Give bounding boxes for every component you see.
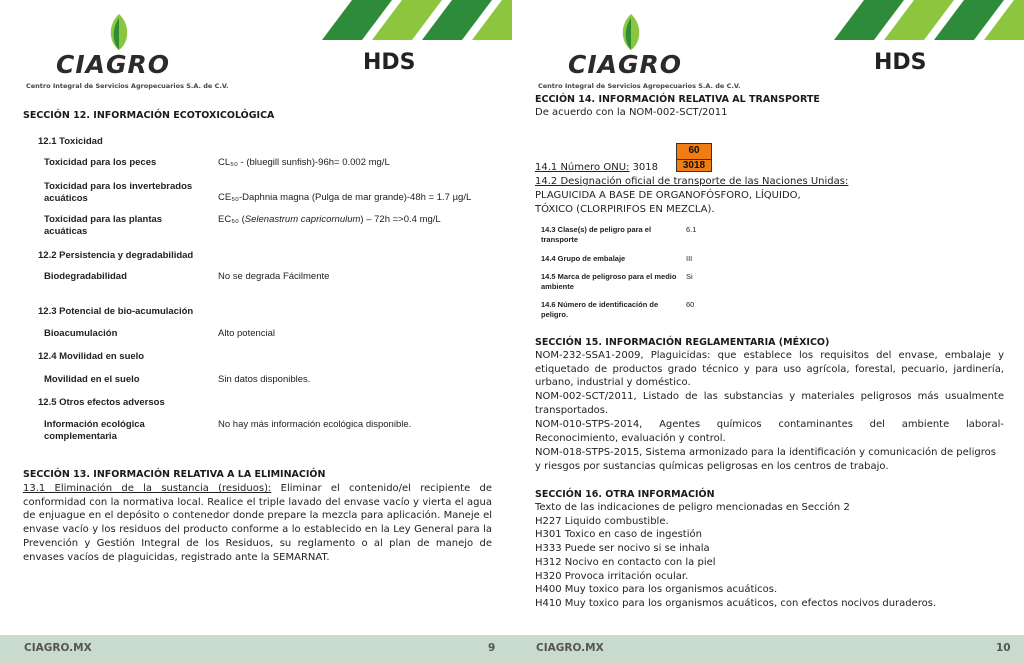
company-name: Centro Integral de Servicios Agropecuarios S.A. de C.V. [26, 82, 229, 90]
regulation-nom-010: NOM-010-STPS-2014, Agentes químicos contaminantes del ambiente laboral-Reconocimiento, evaluación y control. [535, 419, 1004, 444]
environment-mark-label: 14.5 Marca de peligroso para el medio ambiente [541, 272, 677, 291]
hazard-class-value: 6.1 [686, 225, 697, 234]
subsection-12-5: 12.5 Otros efectos adversos [38, 397, 165, 408]
footer [512, 635, 1024, 663]
section-16-title: SECCIÓN 16. OTRA INFORMACIÓN [535, 489, 715, 500]
hazard-id-value: 60 [686, 300, 695, 309]
subsection-12-1: 12.1 Toxicidad [38, 136, 103, 147]
subsection-12-2: 12.2 Persistencia y degradabilidad [38, 250, 194, 261]
disposal-paragraph: 13.1 Eliminación de la sustancia (residuos): Eliminar el contenido/el recipiente de conformidad con la normativa local. Realice el triple lavado del envase vacío y vierta el agua de enjuague en el depósito o contenedor donde prepare la mezcla para aplicación. Maneje el envase vacío y los residuos del producto conforme a lo establecido en la Ley General para la Prevención y Gestión Integral de los Residuos, su reglamento o al plan de manejo de envases vacíos de plaguicidas, registrado ante la SEMARNAT. [23, 483, 492, 563]
other-info-list [535, 501, 1004, 611]
leaf-icon [618, 12, 644, 52]
footer [0, 635, 512, 663]
environment-mark-value: Si [686, 272, 693, 281]
packing-group-value: III [686, 254, 693, 263]
soil-mobility-value: Sin datos disponibles. [218, 374, 311, 385]
ciagro-logo [538, 12, 741, 90]
fish-toxicity-label: Toxicidad para los peces [44, 157, 157, 168]
list-item: H410 Muy toxico para los organismos acuáticos, con efectos nocivos duraderos. [535, 597, 937, 609]
page-number: 9 [488, 642, 496, 654]
regulation-nom-232: NOM-232-SSA1-2009, Plaguicidas: que establece los requisitos del envase, embalaje y etiquetado de productos grado técnico y para uso agrícola, forestal, pecuario, jardinería, urbano, industrial y doméstico. [535, 350, 1004, 389]
ecological-info-label: Información ecológica complementaria [44, 419, 145, 442]
list-item: H312 Nocivo en contacto con la piel [535, 556, 716, 568]
list-item: H301 Toxico en caso de ingestión [535, 529, 702, 541]
list-item: H400 Muy toxico para los organismos acuáticos. [535, 584, 778, 596]
subsection-12-3: 12.3 Potencial de bio-acumulación [38, 306, 194, 317]
plant-toxicity-label: Toxicidad para las plantas acuáticas [44, 214, 163, 237]
bioaccumulation-value: Alto potencial [218, 328, 276, 339]
un-designation-label: 14.2 Designación oficial de transporte de las Naciones Unidas: [535, 176, 849, 187]
section-14-subtitle: De acuerdo con la NOM-002-SCT/2011 [535, 107, 728, 118]
brand-name: CIAGRO [56, 50, 171, 79]
list-item: H333 Puede ser nocivo si se inhala [535, 543, 710, 555]
footer-site: CIAGRO.MX [24, 642, 92, 654]
biodegradability-label: Biodegradabilidad [44, 271, 127, 282]
section-14-title: ECCIÓN 14. INFORMACIÓN RELATIVA AL TRANSPORTE [535, 94, 820, 105]
section-13-title: SECCIÓN 13. INFORMACIÓN RELATIVA A LA ELIMINACIÓN [23, 469, 326, 480]
hazard-id-label: 14.6 Número de identificación de peligro. [541, 300, 659, 319]
ecological-info-value: No hay más información ecológica disponible. [218, 419, 412, 430]
bioaccumulation-label: Bioacumulación [44, 328, 118, 339]
regulation-nom-002: NOM-002-SCT/2011, Listado de las substancias y materiales peligrosos más usualmente transportados. [535, 391, 1004, 416]
list-item: H320 Provoca irritación ocular. [535, 570, 689, 582]
placard-hazard-number: 60 [688, 145, 700, 156]
invertebrate-toxicity-value: CE₅₀-Daphnia magna (Pulga de mar grande)-48h = 1.7 µg/L [218, 192, 472, 203]
un-designation-text: PLAGUICIDA A BASE DE ORGANOFÓSFORO, LÍQUIDO, TÓXICO (CLORPIRIFOS EN MEZCLA). [535, 190, 801, 215]
invertebrate-toxicity-label: Toxicidad para los invertebrados acuáticos [44, 181, 193, 204]
page-10 [512, 0, 1024, 663]
plant-toxicity-value: EC₅₀ (Selenastrum capricornulum) – 72h =>0.4 mg/L [218, 214, 441, 225]
regulation-nom-018: NOM-018-STPS-2015, Sistema armonizado para la identificación y comunicación de peligros y riesgos por sustancias químicas peligrosas en los centros de trabajo. [535, 447, 996, 472]
hazard-class-label: 14.3 Clase(s) de peligro para el transporte [541, 225, 652, 244]
page-number: 10 [996, 642, 1011, 654]
brand-name: CIAGRO [568, 50, 683, 79]
company-name: Centro Integral de Servicios Agropecuarios S.A. de C.V. [538, 82, 741, 90]
doc-type-label: HDS [874, 50, 927, 75]
doc-type-label: HDS [363, 50, 416, 75]
green-stripes-decoration [809, 0, 1024, 40]
section-12-title: SECCIÓN 12. INFORMACIÓN ECOTOXICOLÓGICA [23, 110, 275, 121]
ciagro-logo [26, 12, 229, 90]
hazard-placard [676, 143, 712, 172]
green-stripes-decoration [297, 0, 512, 40]
placard-un-number: 3018 [677, 159, 711, 171]
biodegradability-value: No se degrada Fácilmente [218, 271, 330, 282]
footer-site: CIAGRO.MX [536, 642, 604, 654]
packing-group-label: 14.4 Grupo de embalaje [541, 254, 626, 263]
section-15-title: SECCIÓN 15. INFORMACIÓN REGLAMENTARIA (MÉXICO) [535, 337, 830, 348]
fish-toxicity-value: CL₅₀ - (bluegill sunfish)-96h= 0.002 mg/L [218, 157, 390, 168]
leaf-icon [106, 12, 132, 52]
list-item: Texto de las indicaciones de peligro mencionadas en Sección 2 [535, 502, 850, 513]
soil-mobility-label: Movilidad en el suelo [44, 374, 140, 385]
list-item: H227 Liquido combustible. [535, 515, 669, 527]
onu-number: 14.1 Número ONU: 3018 [535, 162, 659, 173]
subsection-12-4: 12.4 Movilidad en suelo [38, 351, 145, 362]
